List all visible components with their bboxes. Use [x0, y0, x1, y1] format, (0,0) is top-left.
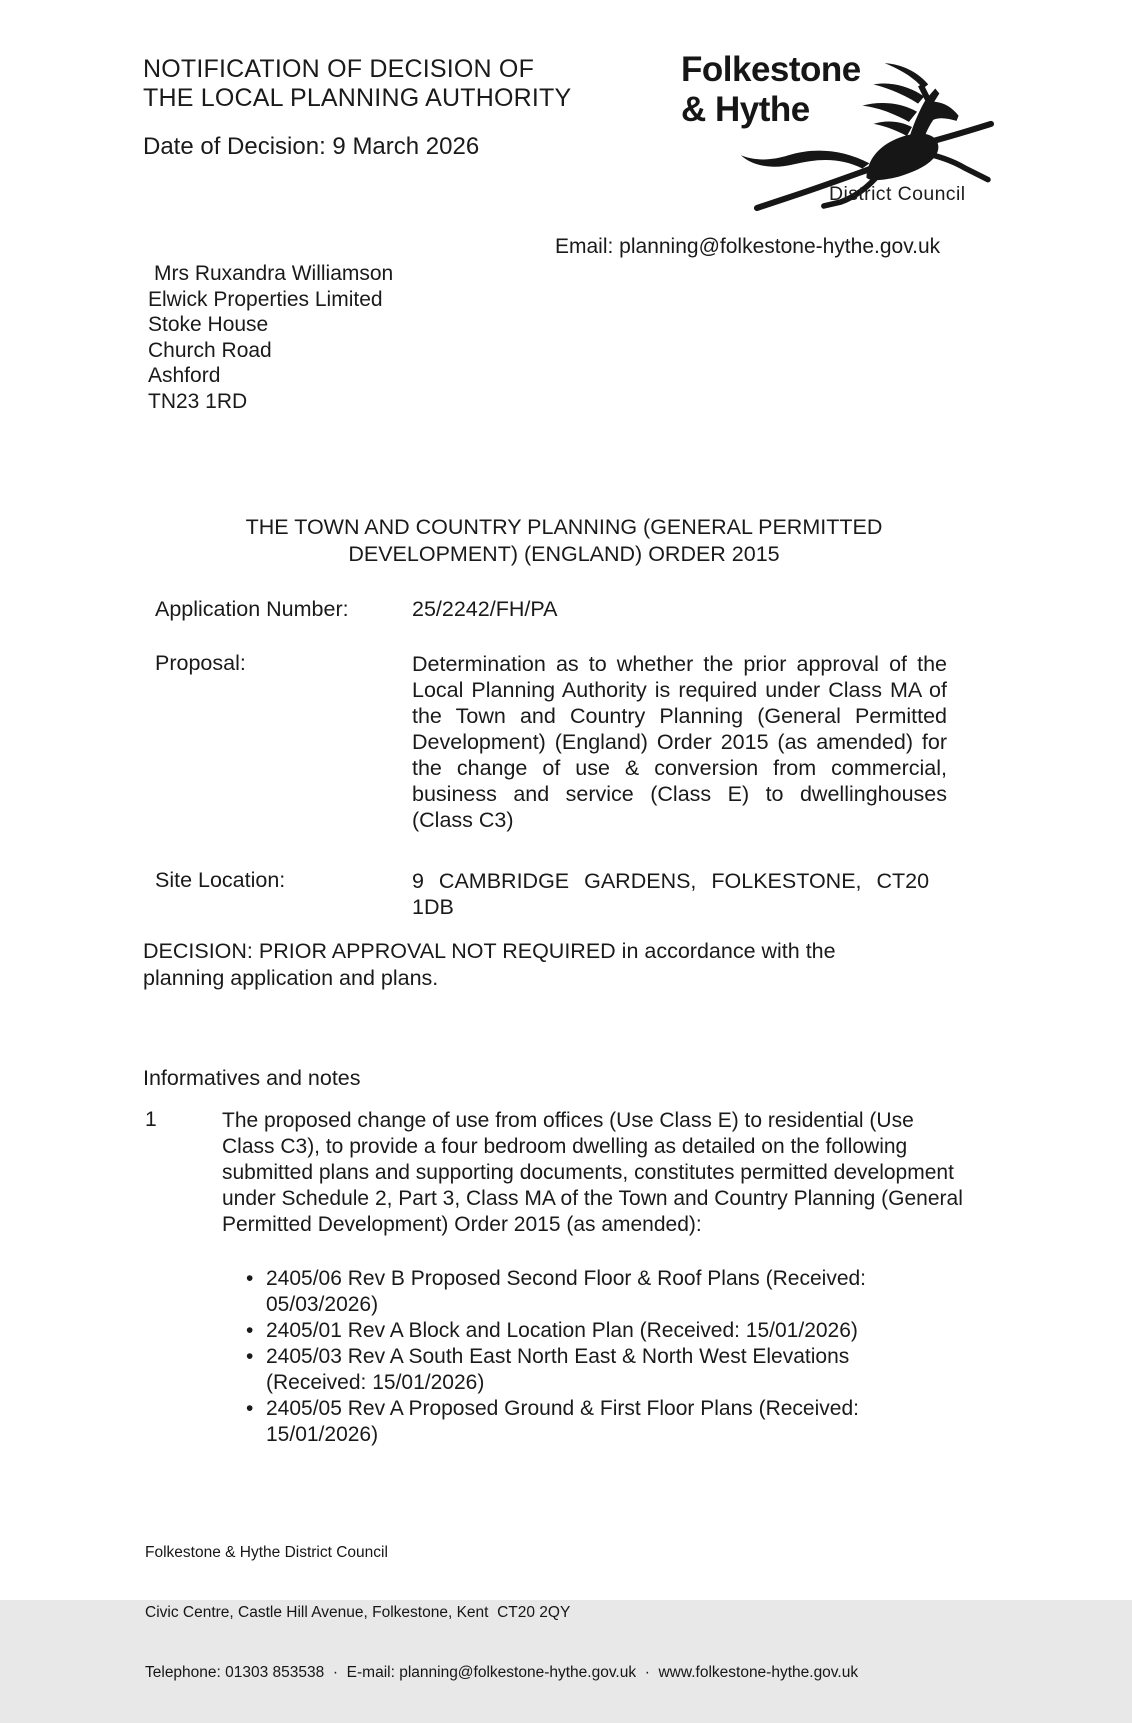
council-logo — [678, 44, 992, 218]
footer-council-name: Folkestone & Hythe District Council — [145, 1544, 388, 1561]
header-title-line2: THE LOCAL PLANNING AUTHORITY — [143, 84, 572, 112]
header-title-line1: NOTIFICATION OF DECISION OF — [143, 55, 535, 83]
recipient-address — [148, 261, 393, 414]
order-title-line2: DEVELOPMENT) (ENGLAND) ORDER 2015 — [348, 542, 780, 566]
decision-date: Date of Decision: 9 March 2026 — [143, 133, 480, 160]
plans-list — [246, 1266, 906, 1448]
plan-list-item: • 2405/05 Rev A Proposed Ground & First Floor Plans (Received: 15/01/2026) — [246, 1396, 906, 1448]
contact-email: Email: planning@folkestone-hythe.gov.uk — [555, 235, 941, 258]
header-title — [143, 55, 571, 113]
site-location-label: Site Location: — [155, 868, 286, 892]
plan-list-item: • 2405/01 Rev A Block and Location Plan (Received: 15/01/2026) — [246, 1318, 906, 1344]
informatives-heading: Informatives and notes — [143, 1066, 361, 1090]
logo-name-line2: & Hythe — [681, 90, 810, 129]
decision-statement: DECISION: PRIOR APPROVAL NOT REQUIRED in accordance with the planning application and plans. — [143, 939, 836, 990]
address-line: Ashford — [148, 364, 221, 387]
footer-address: Civic Centre, Castle Hill Avenue, Folkestone, Kent CT20 2QY — [145, 1604, 571, 1621]
informative-number: 1 — [145, 1108, 157, 1131]
informative-text: The proposed change of use from offices (Use Class E) to residential (Use Class C3), to provide a four bedroom dwelling as detailed on the following submitted plans and supporting documents, constitutes permitted development under Schedule 2, Part 3, Class MA of the Town and Country Planning (General Permitted Development) Order 2015 (as amended): — [222, 1109, 963, 1236]
address-line: Church Road — [148, 338, 272, 362]
footer — [145, 1503, 858, 1723]
plan-list-item: • 2405/03 Rev A South East North East & North West Elevations (Received: 15/01/2026) — [246, 1344, 906, 1396]
logo-name — [681, 50, 861, 130]
application-number-value: 25/2242/FH/PA — [412, 597, 558, 621]
logo-subtitle: District Council — [829, 183, 966, 205]
footer-contact: Telephone: 01303 853538 · E-mail: planning@folkestone-hythe.gov.uk · www.folkestone-hythe.gov.uk — [145, 1664, 859, 1681]
address-line: Elwick Properties Limited — [148, 287, 383, 311]
order-title-line1: THE TOWN AND COUNTRY PLANNING (GENERAL PERMITTED — [245, 515, 883, 539]
order-title — [143, 514, 985, 568]
logo-name-line1: Folkestone — [681, 50, 861, 89]
address-line: TN23 1RD — [148, 389, 248, 413]
proposal-label: Proposal: — [155, 651, 246, 675]
site-location-line1: 9 CAMBRIDGE GARDENS, FOLKESTONE, CT20 — [412, 869, 930, 893]
proposal-text: Determination as to whether the prior approval of the Local Planning Authority is required under Class MA of the Town and Country Planning (General Permitted Development) (England) Order 2015 (as amended) for the change of use & conversion from commercial, business and service (Class E) to dwellinghouses (Class C3) — [412, 652, 947, 832]
plan-list-item: • 2405/06 Rev B Proposed Second Floor & Roof Plans (Received: 05/03/2026) — [246, 1266, 906, 1318]
application-number-label: Application Number: — [155, 597, 349, 621]
site-location-value — [412, 868, 947, 920]
address-line: Stoke House — [148, 313, 269, 336]
address-line: Mrs Ruxandra Williamson — [154, 262, 394, 285]
site-location-line2: 1DB — [412, 895, 454, 919]
